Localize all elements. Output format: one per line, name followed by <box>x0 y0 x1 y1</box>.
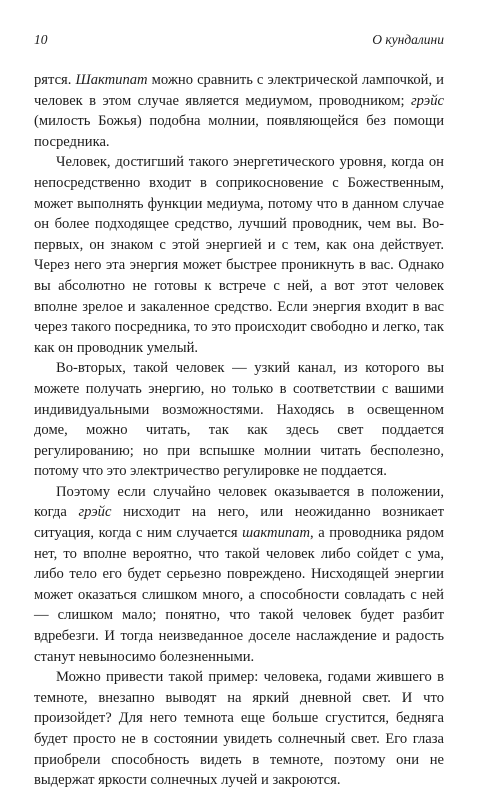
paragraph-5 <box>34 667 444 791</box>
text-span: , а проводника рядом нет, то вполне вероятно, что такой человек либо сойдет с ума, либо тело его будет серьезно повреждено. Нисходящей энергии может оказаться слишком много, а способности совладать с ней — слишком мало; понятно, что такой человек будет разбит вдребезги. И тогда неизведанное доселе наслаждение и радость станут невыносимо болезненными. <box>34 525 445 665</box>
term-grace: грэйс <box>410 92 444 109</box>
paragraph-4 <box>34 482 444 667</box>
page-header <box>34 32 444 48</box>
term-shaktipat: Шактипат <box>75 72 148 88</box>
text-span: Поэтому если случайно человек оказывается в положении, когда <box>34 483 444 521</box>
term-shaktipat: шактипат <box>242 525 311 542</box>
paragraph-1 <box>34 70 444 152</box>
page-number: 10 <box>34 32 48 47</box>
term-grace: грэйс <box>78 504 112 521</box>
text-span: нисходит на него, или неожиданно возникает ситуация, когда с ним случается <box>34 504 444 542</box>
text-span: можно сравнить с электрической лампочкой, и человек в этом случае является медиумом, проводником; <box>34 72 444 109</box>
paragraph-2 <box>34 152 444 358</box>
text-span: Можно привести такой пример: человека, годами жившего в темноте, внезапно выводят на яркий дневной свет. И что произойдет? Для него темнота еще больше сгустится, бедняга будет просто не в состоянии увидеть солнечный свет. Его глаза приобрели способность видеть в темноте, поэтому они не выдержат яркости солнечных лучей и закроются. <box>34 669 444 789</box>
paragraph-3 <box>34 358 444 482</box>
text-span: Человек, достигший такого энергетического уровня, когда он непосредственно входит в соприкосновение с Божественным, может выполнять функции медиума, потому что в данном случае он более подходящее средство, лучший проводник, чем вы. Во-первых, он знаком с этой энергией и с тем, как она действует. Через него эта энергия может быстрее проникнуть в вас. Однако вы абсолютно не готовы к встрече с ней, а вот этот человек вполне зрелое и закаленное средство. Если энергия входит в вас через такого посредника, то это происходит свободно и легко, так как он проводник умелый. <box>34 154 444 356</box>
book-page <box>34 32 444 791</box>
text-span: Во-вторых, такой человек — узкий канал, из которого вы можете получать энергию, но только в соответствии с вашими индивидуальными возможностями. Находясь в освещенном доме, можно читать, так как здесь свет поддается регулированию; но при вспышке молнии читать бесполезно, потому что это электричество регулировке не поддается. <box>34 360 444 480</box>
running-title: О кундалини <box>372 32 444 47</box>
text-span: (милость Божья) подобна молнии, появляющейся без помощи посредника. <box>34 113 444 150</box>
text-span: рятся. <box>34 72 76 88</box>
page-body <box>34 70 444 791</box>
